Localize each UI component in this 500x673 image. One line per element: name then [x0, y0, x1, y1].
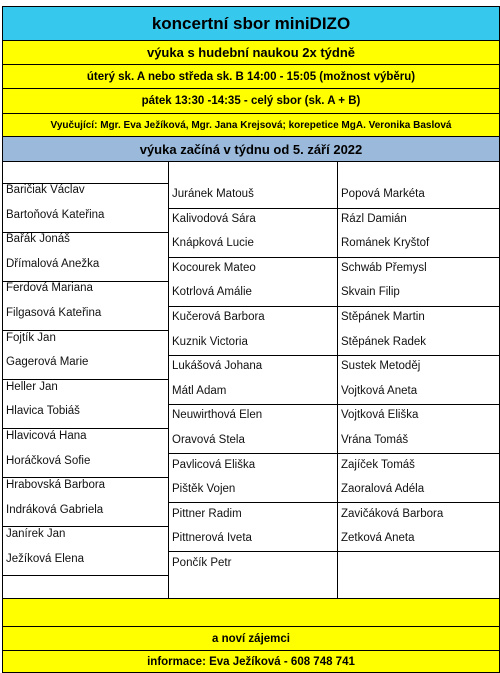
row-rule [169, 208, 337, 209]
student-name: Knápková Lucie [172, 237, 254, 250]
student-name: Indráková Gabriela [6, 503, 104, 516]
lesson-frequency: výuka s hudební naukou 2x týdně [3, 41, 499, 65]
student-name: Gagerová Marie [6, 356, 89, 369]
student-name: Kalivodová Sára [172, 212, 256, 225]
student-name: Horáčková Sofie [6, 454, 91, 467]
student-name: Hlavica Tobiáš [6, 405, 80, 418]
friday-schedule: pátek 13:30 -14:35 - celý sbor (sk. A + B) [3, 89, 499, 114]
row-rule [3, 477, 168, 478]
student-name: Zavičáková Barbora [341, 507, 444, 520]
row-rule [169, 355, 337, 356]
group-schedule: úterý sk. A nebo středa sk. B 14:00 - 15:05 (možnost výběru) [3, 65, 499, 89]
student-name: Zajíček Tomáš [341, 458, 415, 471]
row-rule [338, 551, 499, 552]
row-rule [169, 257, 337, 258]
student-name: Zaoralová Adéla [341, 483, 425, 496]
student-name: Rázl Damián [341, 212, 407, 225]
student-name: Vojtková Aneta [341, 384, 418, 397]
student-name: Pittner Radim [172, 507, 242, 520]
column-divider [337, 162, 338, 598]
student-name: Baričiak Václav [6, 184, 85, 196]
row-rule [3, 428, 168, 429]
student-name: Románek Kryštof [341, 237, 430, 250]
student-name: Dřímalová Anežka [6, 257, 100, 270]
row-rule [3, 526, 168, 527]
row-rule [3, 281, 168, 282]
row-rule [338, 404, 499, 405]
student-name: Fojtík Jan [6, 331, 56, 344]
student-name: Zetková Aneta [341, 532, 415, 545]
row-rule [169, 551, 337, 552]
student-name: Filgasová Kateřina [6, 307, 102, 319]
student-name: Janírek Jan [6, 528, 66, 541]
row-rule [3, 183, 168, 184]
student-name: Pištěk Vojen [172, 483, 236, 496]
student-name: Schwáb Přemysl [341, 261, 427, 274]
student-name: Bařák Jonáš [6, 233, 70, 246]
student-name: Heller Jan [6, 380, 58, 393]
student-name: Pavlicová Eliška [172, 458, 256, 471]
row-rule [169, 502, 337, 503]
row-rule [338, 598, 499, 599]
start-date-header: výuka začíná v týdnu od 5. září 2022 [3, 137, 499, 162]
student-name: Vrána Tomáš [341, 434, 409, 446]
student-name: Oravová Stela [172, 434, 245, 446]
student-name: Štěpánek Martin [341, 311, 425, 323]
row-rule [3, 575, 168, 576]
choir-sheet [2, 6, 500, 673]
student-name: Hrabovská Barbora [6, 479, 106, 492]
student-name: Vojtková Eliška [341, 409, 419, 422]
student-name: Kocourek Mateo [172, 261, 256, 274]
student-name: Kučerová Barbora [172, 311, 265, 323]
student-column-3 [338, 162, 499, 598]
student-name: Hlavicová Hana [6, 430, 87, 442]
student-name: Ferdová Mariana [6, 282, 93, 295]
student-name: Lukášová Johana [172, 360, 263, 373]
row-rule [3, 330, 168, 331]
row-rule [338, 306, 499, 307]
teachers-line: Vyučující: Mgr. Eva Ježíková, Mgr. Jana Krejsová; korepetice MgA. Veronika Baslová [3, 114, 499, 137]
student-name: Ježíková Elena [6, 553, 84, 565]
student-name [338, 557, 499, 575]
row-rule [338, 502, 499, 503]
student-column-1 [3, 162, 168, 598]
student-name: Juránek Matouš [172, 188, 254, 200]
student-name: Štěpánek Radek [341, 335, 427, 348]
student-column-2 [169, 162, 337, 598]
row-rule [338, 208, 499, 209]
row-rule [3, 379, 168, 380]
row-rule [169, 404, 337, 405]
new-applicants: a noví zájemci [3, 627, 499, 651]
page-title: koncertní sbor miniDIZO [3, 6, 499, 41]
student-name: Pončík Petr [172, 557, 232, 569]
student-name: Škvain Filip [341, 286, 400, 299]
student-name: Šustek Metoděj [341, 360, 421, 373]
row-rule [3, 232, 168, 233]
student-name: Neuwirthová Elen [172, 409, 263, 422]
row-rule [169, 453, 337, 454]
student-name: Bartoňová Kateřina [6, 208, 105, 221]
spacer-band [3, 599, 499, 627]
row-rule [169, 306, 337, 307]
row-rule [338, 355, 499, 356]
student-name: Kotrlová Amálie [172, 286, 252, 299]
row-rule [338, 453, 499, 454]
student-name: Kuznik Victoria [172, 335, 248, 348]
student-name: Popová Markéta [341, 188, 425, 200]
row-rule [338, 257, 499, 258]
student-table [3, 162, 499, 599]
student-name: Mátl Adam [172, 384, 227, 397]
column-divider [168, 162, 169, 598]
contact-info: informace: Eva Ježíková - 608 748 741 [3, 651, 499, 673]
student-name: Pittnerová Iveta [172, 532, 252, 545]
